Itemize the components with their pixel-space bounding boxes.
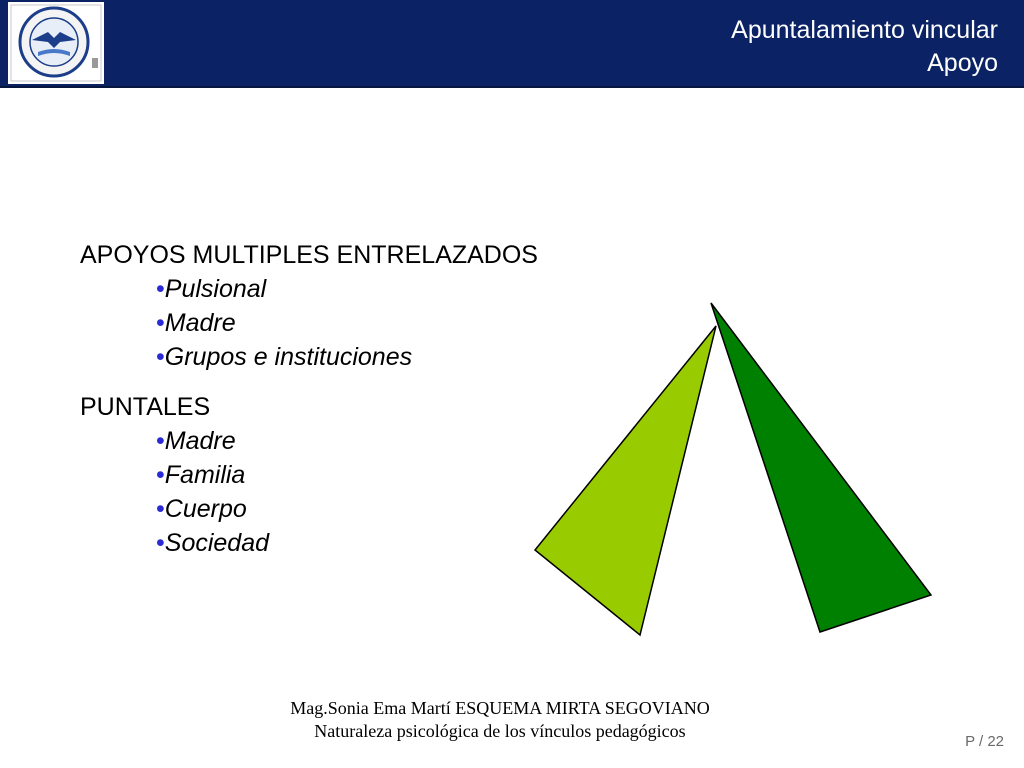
footer-line-1: Mag.Sonia Ema Martí ESQUEMA MIRTA SEGOVIANO — [290, 698, 710, 718]
apoyos-list — [80, 272, 538, 374]
puntales-list — [80, 424, 538, 560]
slide-title — [731, 14, 998, 80]
footer-line-2: Naturaleza psicológica de los vínculos pedagógicos — [314, 721, 686, 741]
heading-puntales: PUNTALES — [80, 393, 211, 421]
triangles-diagram — [520, 290, 940, 640]
list-item: •Grupos e instituciones — [156, 343, 413, 371]
slide-title-line-2: Apoyo — [927, 49, 998, 77]
slide-title-line-1: Apuntalamiento vincular — [731, 16, 998, 44]
list-item: •Familia — [156, 461, 246, 489]
header-bar — [0, 0, 1024, 88]
bullet-icon: • — [156, 529, 165, 557]
group-puntales — [80, 390, 538, 560]
bullet-icon: • — [156, 495, 165, 523]
list-item: •Madre — [156, 309, 236, 337]
heading-apoyos: APOYOS MULTIPLES ENTRELAZADOS — [80, 241, 538, 269]
list-item: •Pulsional — [156, 275, 267, 303]
list-item: •Cuerpo — [156, 495, 247, 523]
left-triangle — [535, 326, 716, 635]
page-number: P / 22 — [965, 733, 1004, 750]
bullet-icon: • — [156, 343, 165, 371]
footer-credits — [0, 697, 1000, 743]
right-triangle — [711, 303, 931, 632]
university-seal-icon — [8, 2, 104, 84]
list-item: •Sociedad — [156, 529, 270, 557]
group-apoyos — [80, 238, 538, 374]
bullet-icon: • — [156, 427, 165, 455]
list-item: •Madre — [156, 427, 236, 455]
slide-content — [80, 238, 538, 560]
bullet-icon: • — [156, 461, 165, 489]
bullet-icon: • — [156, 309, 165, 337]
bullet-icon: • — [156, 275, 165, 303]
